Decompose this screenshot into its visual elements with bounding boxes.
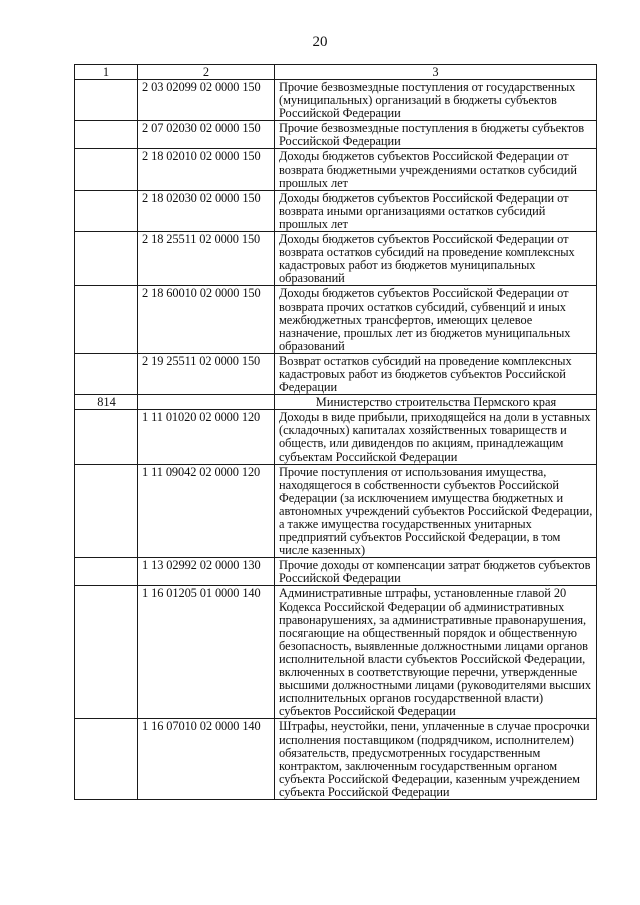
revenue-code-cell: 2 18 02010 02 0000 150 [138, 149, 275, 190]
revenue-description-cell: Прочие безвозмездные поступления от государственных (муниципальных) организаций в бюджеты субъектов Российской Федерации [275, 80, 597, 121]
revenue-description-cell: Доходы в виде прибыли, приходящейся на доли в уставных (складочных) капиталах хозяйственных товариществ и обществ, или дивидендов по акциям, принадлежащим субъектам Российской Федерации [275, 410, 597, 464]
header-col-2: 2 [138, 65, 275, 80]
revenue-code-cell: 1 13 02992 02 0000 130 [138, 558, 275, 586]
table-row [75, 149, 597, 190]
admin-code-cell [75, 149, 138, 190]
table-row [75, 232, 597, 286]
revenue-description-cell: Прочие безвозмездные поступления в бюджеты субъектов Российской Федерации [275, 121, 597, 149]
revenue-description-cell: Прочие поступления от использования имущества, находящегося в собственности субъектов Российской Федерации (за исключением имущества бюджетных и автономных учреждений субъектов Российской Федерации, а также имущества государственных унитарных предприятий субъектов Российской Федерации, в том числе казенных) [275, 464, 597, 558]
revenue-codes-table [74, 64, 597, 800]
table-row [75, 286, 597, 353]
revenue-code-cell: 2 18 25511 02 0000 150 [138, 232, 275, 286]
revenue-code-cell: 1 16 07010 02 0000 140 [138, 719, 275, 800]
table-header-row [75, 65, 597, 80]
revenue-description-cell: Доходы бюджетов субъектов Российской Федерации от возврата иными организациями остатков субсидий прошлых лет [275, 190, 597, 231]
ministry-row [75, 395, 597, 410]
admin-code-cell: 814 [75, 395, 138, 410]
table-row [75, 190, 597, 231]
ministry-name-cell: Министерство строительства Пермского края [275, 395, 597, 410]
revenue-description-cell: Административные штрафы, установленные главой 20 Кодекса Российской Федерации об административных правонарушениях, за административные правонарушения, посягающие на общественный порядок и общественную безопасность, выявленные должностными лицами органов исполнительной власти субъектов Российской Федерации, включенных в соответствующие перечни, утвержденные высшими должностными лицами (руководителями высших исполнительных органов государственной власти) субъектов Российской Федерации [275, 586, 597, 719]
table-row [75, 410, 597, 464]
revenue-code-cell: 2 18 02030 02 0000 150 [138, 190, 275, 231]
admin-code-cell [75, 410, 138, 464]
revenue-description-cell: Доходы бюджетов субъектов Российской Федерации от возврата остатков субсидий на проведение комплексных кадастровых работ из бюджетов муниципальных образований [275, 232, 597, 286]
table-row [75, 353, 597, 394]
table-row [75, 719, 597, 800]
table-row [75, 80, 597, 121]
revenue-code-cell [138, 395, 275, 410]
admin-code-cell [75, 719, 138, 800]
revenue-code-cell: 2 18 60010 02 0000 150 [138, 286, 275, 353]
table-row [75, 586, 597, 719]
admin-code-cell [75, 464, 138, 558]
page-number: 20 [312, 34, 328, 50]
admin-code-cell [75, 80, 138, 121]
revenue-description-cell: Возврат остатков субсидий на проведение комплексных кадастровых работ из бюджетов субъектов Российской Федерации [275, 353, 597, 394]
table-row [75, 121, 597, 149]
admin-code-cell [75, 286, 138, 353]
revenue-code-cell: 1 11 09042 02 0000 120 [138, 464, 275, 558]
admin-code-cell [75, 586, 138, 719]
revenue-code-cell: 1 11 01020 02 0000 120 [138, 410, 275, 464]
admin-code-cell [75, 121, 138, 149]
revenue-code-cell: 1 16 01205 01 0000 140 [138, 586, 275, 719]
revenue-description-cell: Доходы бюджетов субъектов Российской Федерации от возврата бюджетными учреждениями остатков субсидий прошлых лет [275, 149, 597, 190]
admin-code-cell [75, 190, 138, 231]
header-col-3: 3 [275, 65, 597, 80]
admin-code-cell [75, 232, 138, 286]
table-row [75, 464, 597, 558]
revenue-description-cell: Прочие доходы от компенсации затрат бюджетов субъектов Российской Федерации [275, 558, 597, 586]
revenue-code-cell: 2 03 02099 02 0000 150 [138, 80, 275, 121]
revenue-code-cell: 2 19 25511 02 0000 150 [138, 353, 275, 394]
revenue-code-cell: 2 07 02030 02 0000 150 [138, 121, 275, 149]
revenue-description-cell: Доходы бюджетов субъектов Российской Федерации от возврата прочих остатков субсидий, субвенций и иных межбюджетных трансфертов, имеющих целевое назначение, прошлых лет из бюджетов муниципальных образований [275, 286, 597, 353]
revenue-description-cell: Штрафы, неустойки, пени, уплаченные в случае просрочки исполнения поставщиком (подрядчиком, исполнителем) обязательств, предусмотренных государственным контрактом, заключенным государственным органом субъекта Российской Федерации, казенным учреждением субъекта Российской Федерации [275, 719, 597, 800]
admin-code-cell [75, 558, 138, 586]
admin-code-cell [75, 353, 138, 394]
table-row [75, 558, 597, 586]
header-col-1: 1 [75, 65, 138, 80]
